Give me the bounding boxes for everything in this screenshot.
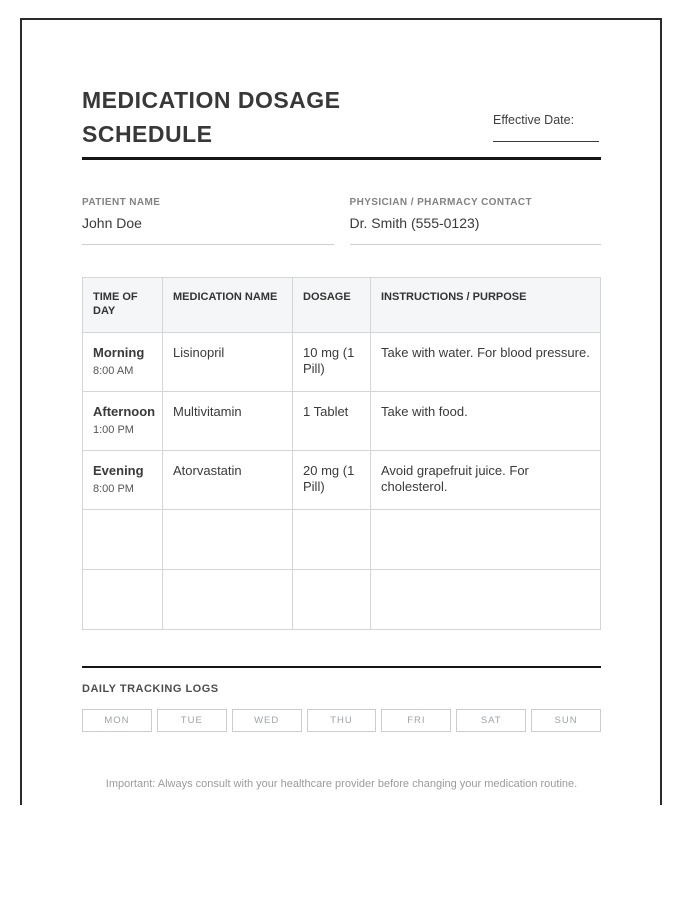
time-of-day-label: Morning: [93, 345, 145, 360]
cell-medication: Lisinopril: [163, 333, 293, 392]
physician-contact-field: [350, 197, 602, 245]
cell-medication-blank: [163, 510, 293, 570]
cell-instructions: Take with water. For blood pressure.: [371, 333, 601, 392]
document-page: [20, 18, 662, 805]
effective-date-blank-line: [493, 141, 599, 142]
effective-date-block: [493, 113, 601, 142]
tracking-section-title: DAILY TRACKING LOGS: [82, 683, 219, 695]
cell-time: [83, 392, 163, 451]
cell-dosage-blank: [293, 570, 371, 630]
cell-instructions: Take with food.: [371, 392, 601, 451]
cell-time-blank: [83, 510, 163, 570]
table-header-row: [83, 278, 601, 333]
medication-schedule-table: [82, 277, 601, 630]
tracking-day-box-thu: THU: [307, 709, 377, 732]
time-of-day-label: Afternoon: [93, 404, 156, 419]
cell-medication: Atorvastatin: [163, 451, 293, 510]
document-header: [82, 83, 601, 160]
disclaimer-note: Important: Always consult with your healthcare provider before changing your medication routine.: [105, 778, 578, 790]
document-content: [22, 83, 660, 790]
cell-medication-blank: [163, 570, 293, 630]
patient-name-value: John Doe: [82, 215, 142, 231]
cell-instructions: Avoid grapefruit juice. For cholesterol.: [371, 451, 601, 510]
time-detail-label: 1:00 PM: [93, 424, 134, 436]
cell-dosage: 1 Tablet: [293, 392, 371, 451]
table-row-blank: [83, 510, 601, 570]
col-header-dosage: DOSAGE: [293, 278, 371, 333]
cell-time-blank: [83, 570, 163, 630]
tracking-day-box-fri: FRI: [381, 709, 451, 732]
table-row-blank: [83, 570, 601, 630]
time-detail-label: 8:00 AM: [93, 365, 134, 377]
physician-contact-label: PHYSICIAN / PHARMACY CONTACT: [349, 197, 533, 208]
cell-time: [83, 451, 163, 510]
cell-dosage: 10 mg (1 Pill): [293, 333, 371, 392]
cell-instructions-blank: [371, 510, 601, 570]
tracking-day-box-sat: SAT: [456, 709, 526, 732]
tracking-day-box-wed: WED: [232, 709, 302, 732]
tracking-day-box-mon: MON: [82, 709, 152, 732]
patient-name-field: [82, 197, 334, 245]
table-row-morning: [83, 333, 601, 392]
cell-time: [83, 333, 163, 392]
cell-instructions-blank: [371, 570, 601, 630]
tracking-day-box-tue: TUE: [157, 709, 227, 732]
physician-contact-value: Dr. Smith (555-0123): [349, 215, 480, 231]
effective-date-label: Effective Date:: [493, 113, 575, 127]
cell-medication: Multivitamin: [163, 392, 293, 451]
table-row-afternoon: [83, 392, 601, 451]
section-divider: [82, 666, 601, 668]
col-header-medication-name: MEDICATION NAME: [163, 278, 293, 333]
tracking-day-row: [82, 709, 601, 732]
cell-dosage-blank: [293, 510, 371, 570]
col-header-instructions: INSTRUCTIONS / PURPOSE: [371, 278, 601, 333]
time-of-day-label: Evening: [93, 463, 144, 478]
table-row-evening: [83, 451, 601, 510]
tracking-day-box-sun: SUN: [531, 709, 601, 732]
cell-dosage: 20 mg (1 Pill): [293, 451, 371, 510]
patient-name-label: PATIENT NAME: [82, 197, 161, 208]
col-header-time-of-day: TIME OF DAY: [83, 278, 163, 333]
page-title: MEDICATION DOSAGE SCHEDULE: [82, 87, 341, 147]
time-detail-label: 8:00 PM: [93, 483, 134, 495]
patient-info-section: [82, 197, 601, 245]
